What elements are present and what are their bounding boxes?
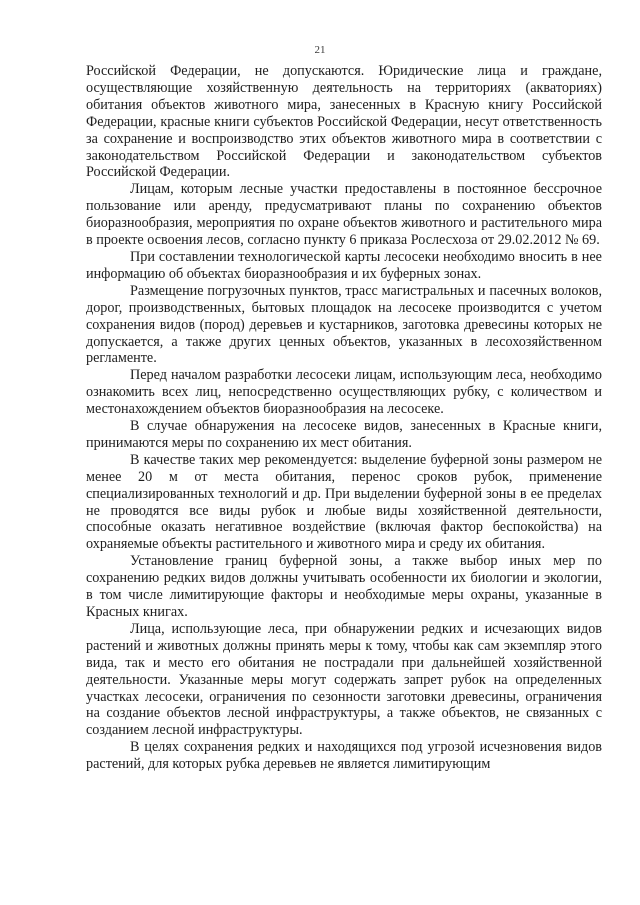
paragraph-9: Лица, использующие леса, при обнаружении редких и исчезающих видов растений и животных должны принять меры к тому, чтобы как сам экземпляр этого вида, так и место его обитания не пострадали при дальнейшей хозяйственной деятельности. Указанные меры могут содержать запрет рубок на определенных участках лесосеки, ограничения по сезонности заготовки древесины, ограничения на создание объектов лесной инфраструктуры, а также объектов, не связанных с созданием лесной инфраструктуры.: [86, 620, 602, 739]
paragraph-7: В качестве таких мер рекомендуется: выделение буферной зоны размером не менее 20 м от места обитания, перенос сроков рубок, применение специализированных технологий и др. При выделении буферной зоны в ее пределах не проводятся все виды рубок и любые виды хозяйственной деятельности, способные оказать негативное воздействие (включая фактор беспокойства) на охраняемые объекты растительного и животного мира и среду их обитания.: [86, 451, 602, 553]
paragraph-1: Российской Федерации, не допускаются. Юридические лица и граждане, осуществляющие хозяйственную деятельность на территориях (акваториях) обитания объектов животного мира, занесенных в Красную книгу Российской Федерации, красные книги субъектов Российской Федерации, несут ответственность за сохранение и воспроизводство этих объектов животного мира в соответствии с законодательством Российской Федерации и законодательством субъектов Российской Федерации.: [86, 63, 602, 181]
paragraph-4: Размещение погрузочных пунктов, трасс магистральных и пасечных волоков, дорог, производственных, бытовых площадок на лесосеке производится с учетом сохранения видов (пород) деревьев и кустарников, заготовка древесины которых не допускается, а также других ценных объектов, указанных в лесохозяйственном регламенте.: [86, 282, 602, 367]
paragraph-6: В случае обнаружения на лесосеке видов, занесенных в Красные книги, принимаются меры по сохранению их мест обитания.: [86, 418, 602, 451]
paragraph-5: Перед началом разработки лесосеки лицам, использующим леса, необходимо ознакомить всех лиц, непосредственно осуществляющих рубку, с количеством и местонахождением объектов биоразнообразия на лесосеке.: [86, 367, 602, 418]
paragraph-2: Лицам, которым лесные участки предоставлены в постоянное бессрочное пользование или аренду, предусматривают планы по сохранению объектов биоразнообразия, мероприятия по охране объектов животного и растительного мира в проекте освоения лесов, согласно пункту 6 приказа Рослесхоза от 29.02.2012 № 69.: [86, 181, 602, 249]
paragraph-10: В целях сохранения редких и находящихся под угрозой исчезновения видов растений, для которых рубка деревьев не является лимитирующим: [86, 739, 602, 773]
page-number: 21: [314, 44, 326, 56]
paragraph-3: При составлении технологической карты лесосеки необходимо вносить в нее информацию об объектах биоразнообразия и их буферных зонах.: [86, 248, 602, 282]
document-body: [86, 63, 602, 773]
paragraph-8: Установление границ буферной зоны, а также выбор иных мер по сохранению редких видов должны учитывать особенности их биологии и экологии, в том числе лимитирующие факторы и необходимые меры охраны, указанные в Красных книгах.: [86, 553, 602, 620]
